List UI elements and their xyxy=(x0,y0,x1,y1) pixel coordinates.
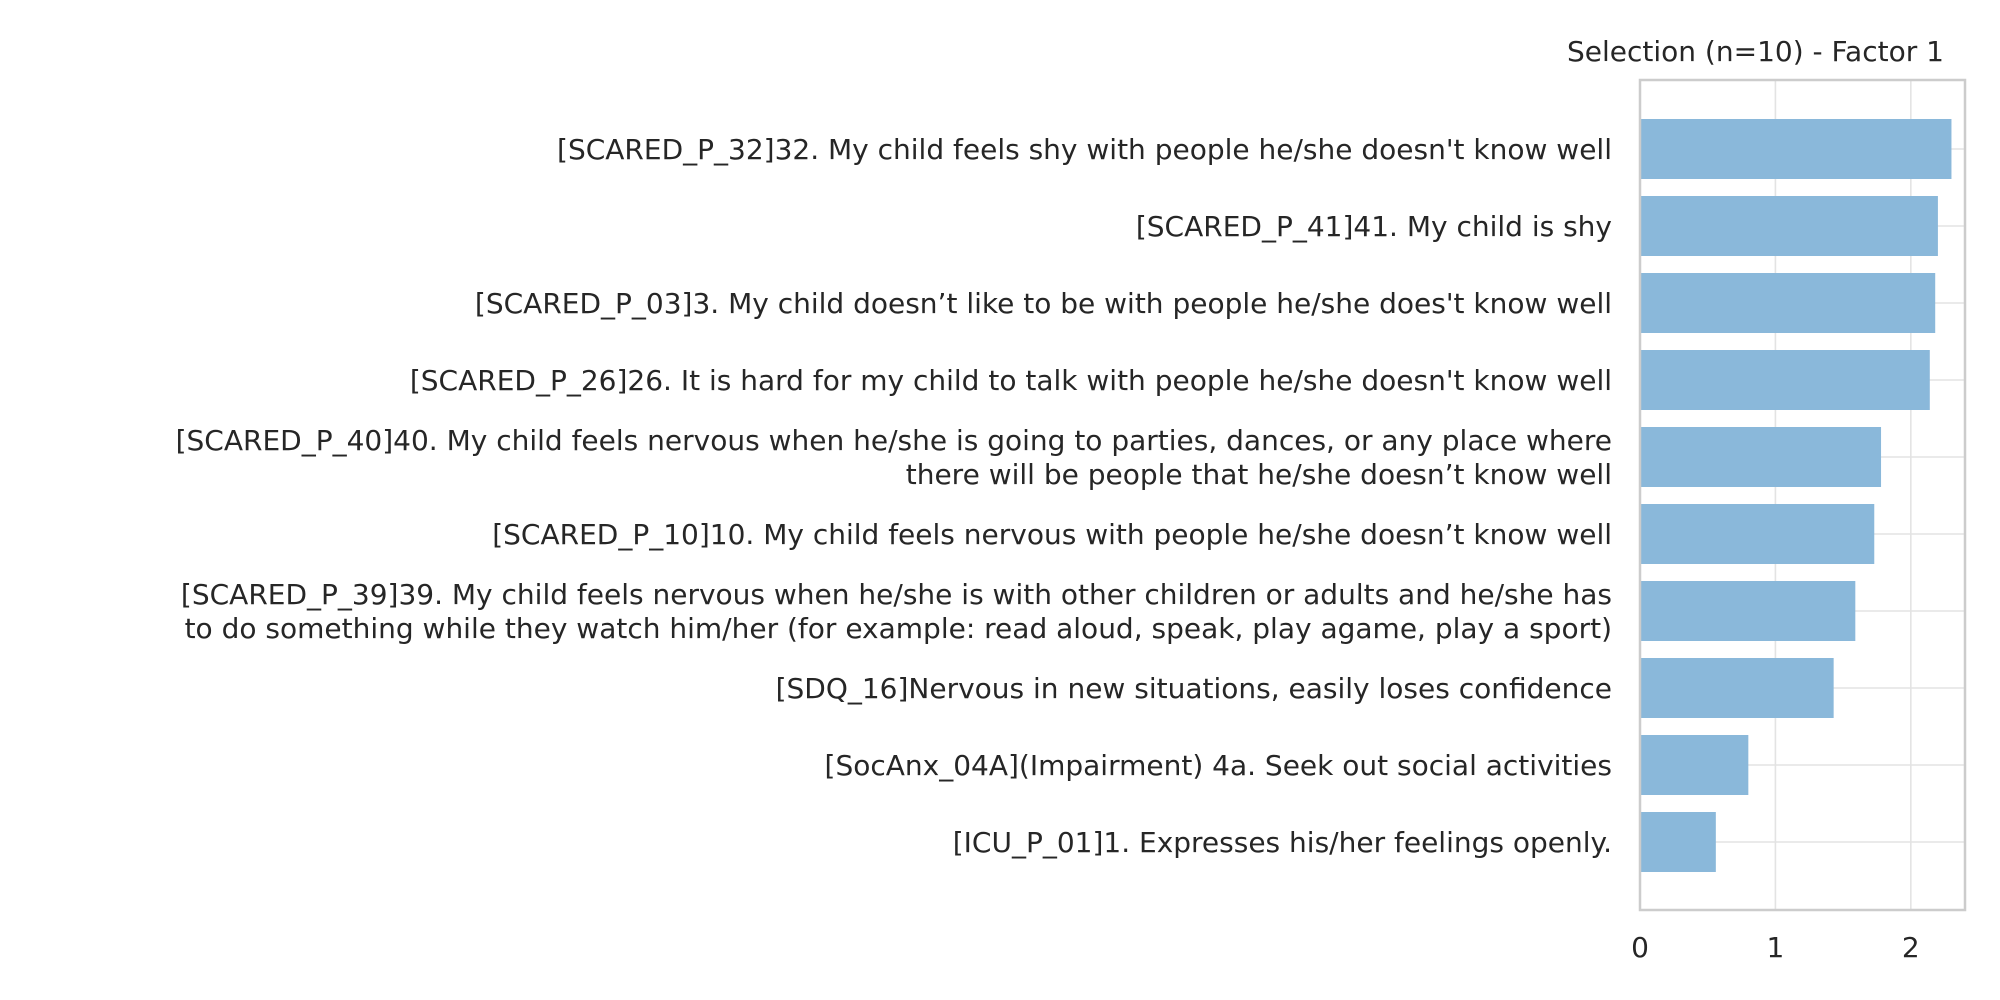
category-label: [SCARED_P_32]32. My child feels shy with people he/she doesn't know well xyxy=(557,133,1612,166)
bar xyxy=(1640,581,1855,641)
bar xyxy=(1640,273,1935,333)
bar xyxy=(1640,504,1874,564)
category-label: [SCARED_P_39]39. My child feels nervous when he/she is with other children or adults and he/she has xyxy=(180,578,1612,611)
x-tick-labels xyxy=(1631,931,1920,964)
category-label: [ICU_P_01]1. Expresses his/her feelings openly. xyxy=(952,826,1612,859)
y-tick-labels xyxy=(176,133,1612,859)
bar xyxy=(1640,427,1881,487)
category-label: there will be people that he/she doesn’t know well xyxy=(905,458,1612,491)
bar xyxy=(1640,196,1938,256)
chart-title: Selection (n=10) - Factor 1 xyxy=(1567,35,1944,68)
bar xyxy=(1640,812,1716,872)
bar xyxy=(1640,350,1930,410)
bar xyxy=(1640,735,1748,795)
category-label: [SDQ_16]Nervous in new situations, easily loses confidence xyxy=(775,672,1612,705)
category-label: [SocAnx_04A](Impairment) 4a. Seek out social activities xyxy=(824,749,1612,782)
x-tick-label: 0 xyxy=(1631,931,1649,964)
x-tick-label: 1 xyxy=(1766,931,1785,964)
category-label: [SCARED_P_41]41. My child is shy xyxy=(1135,210,1612,243)
category-label: [SCARED_P_40]40. My child feels nervous when he/she is going to parties, dances, or any place where xyxy=(175,424,1612,457)
category-label: to do something while they watch him/her (for example: read aloud, speak, play agame, play a sport) xyxy=(184,612,1612,645)
bar xyxy=(1640,658,1834,718)
bar xyxy=(1640,119,1951,179)
category-label: [SCARED_P_10]10. My child feels nervous with people he/she doesn’t know well xyxy=(492,518,1612,551)
category-label: [SCARED_P_26]26. It is hard for my child to talk with people he/she doesn't know well xyxy=(409,364,1612,397)
category-label: [SCARED_P_03]3. My child doesn’t like to be with people he/she does't know well xyxy=(474,287,1612,320)
x-tick-label: 2 xyxy=(1901,931,1920,964)
bars xyxy=(1640,119,1951,872)
